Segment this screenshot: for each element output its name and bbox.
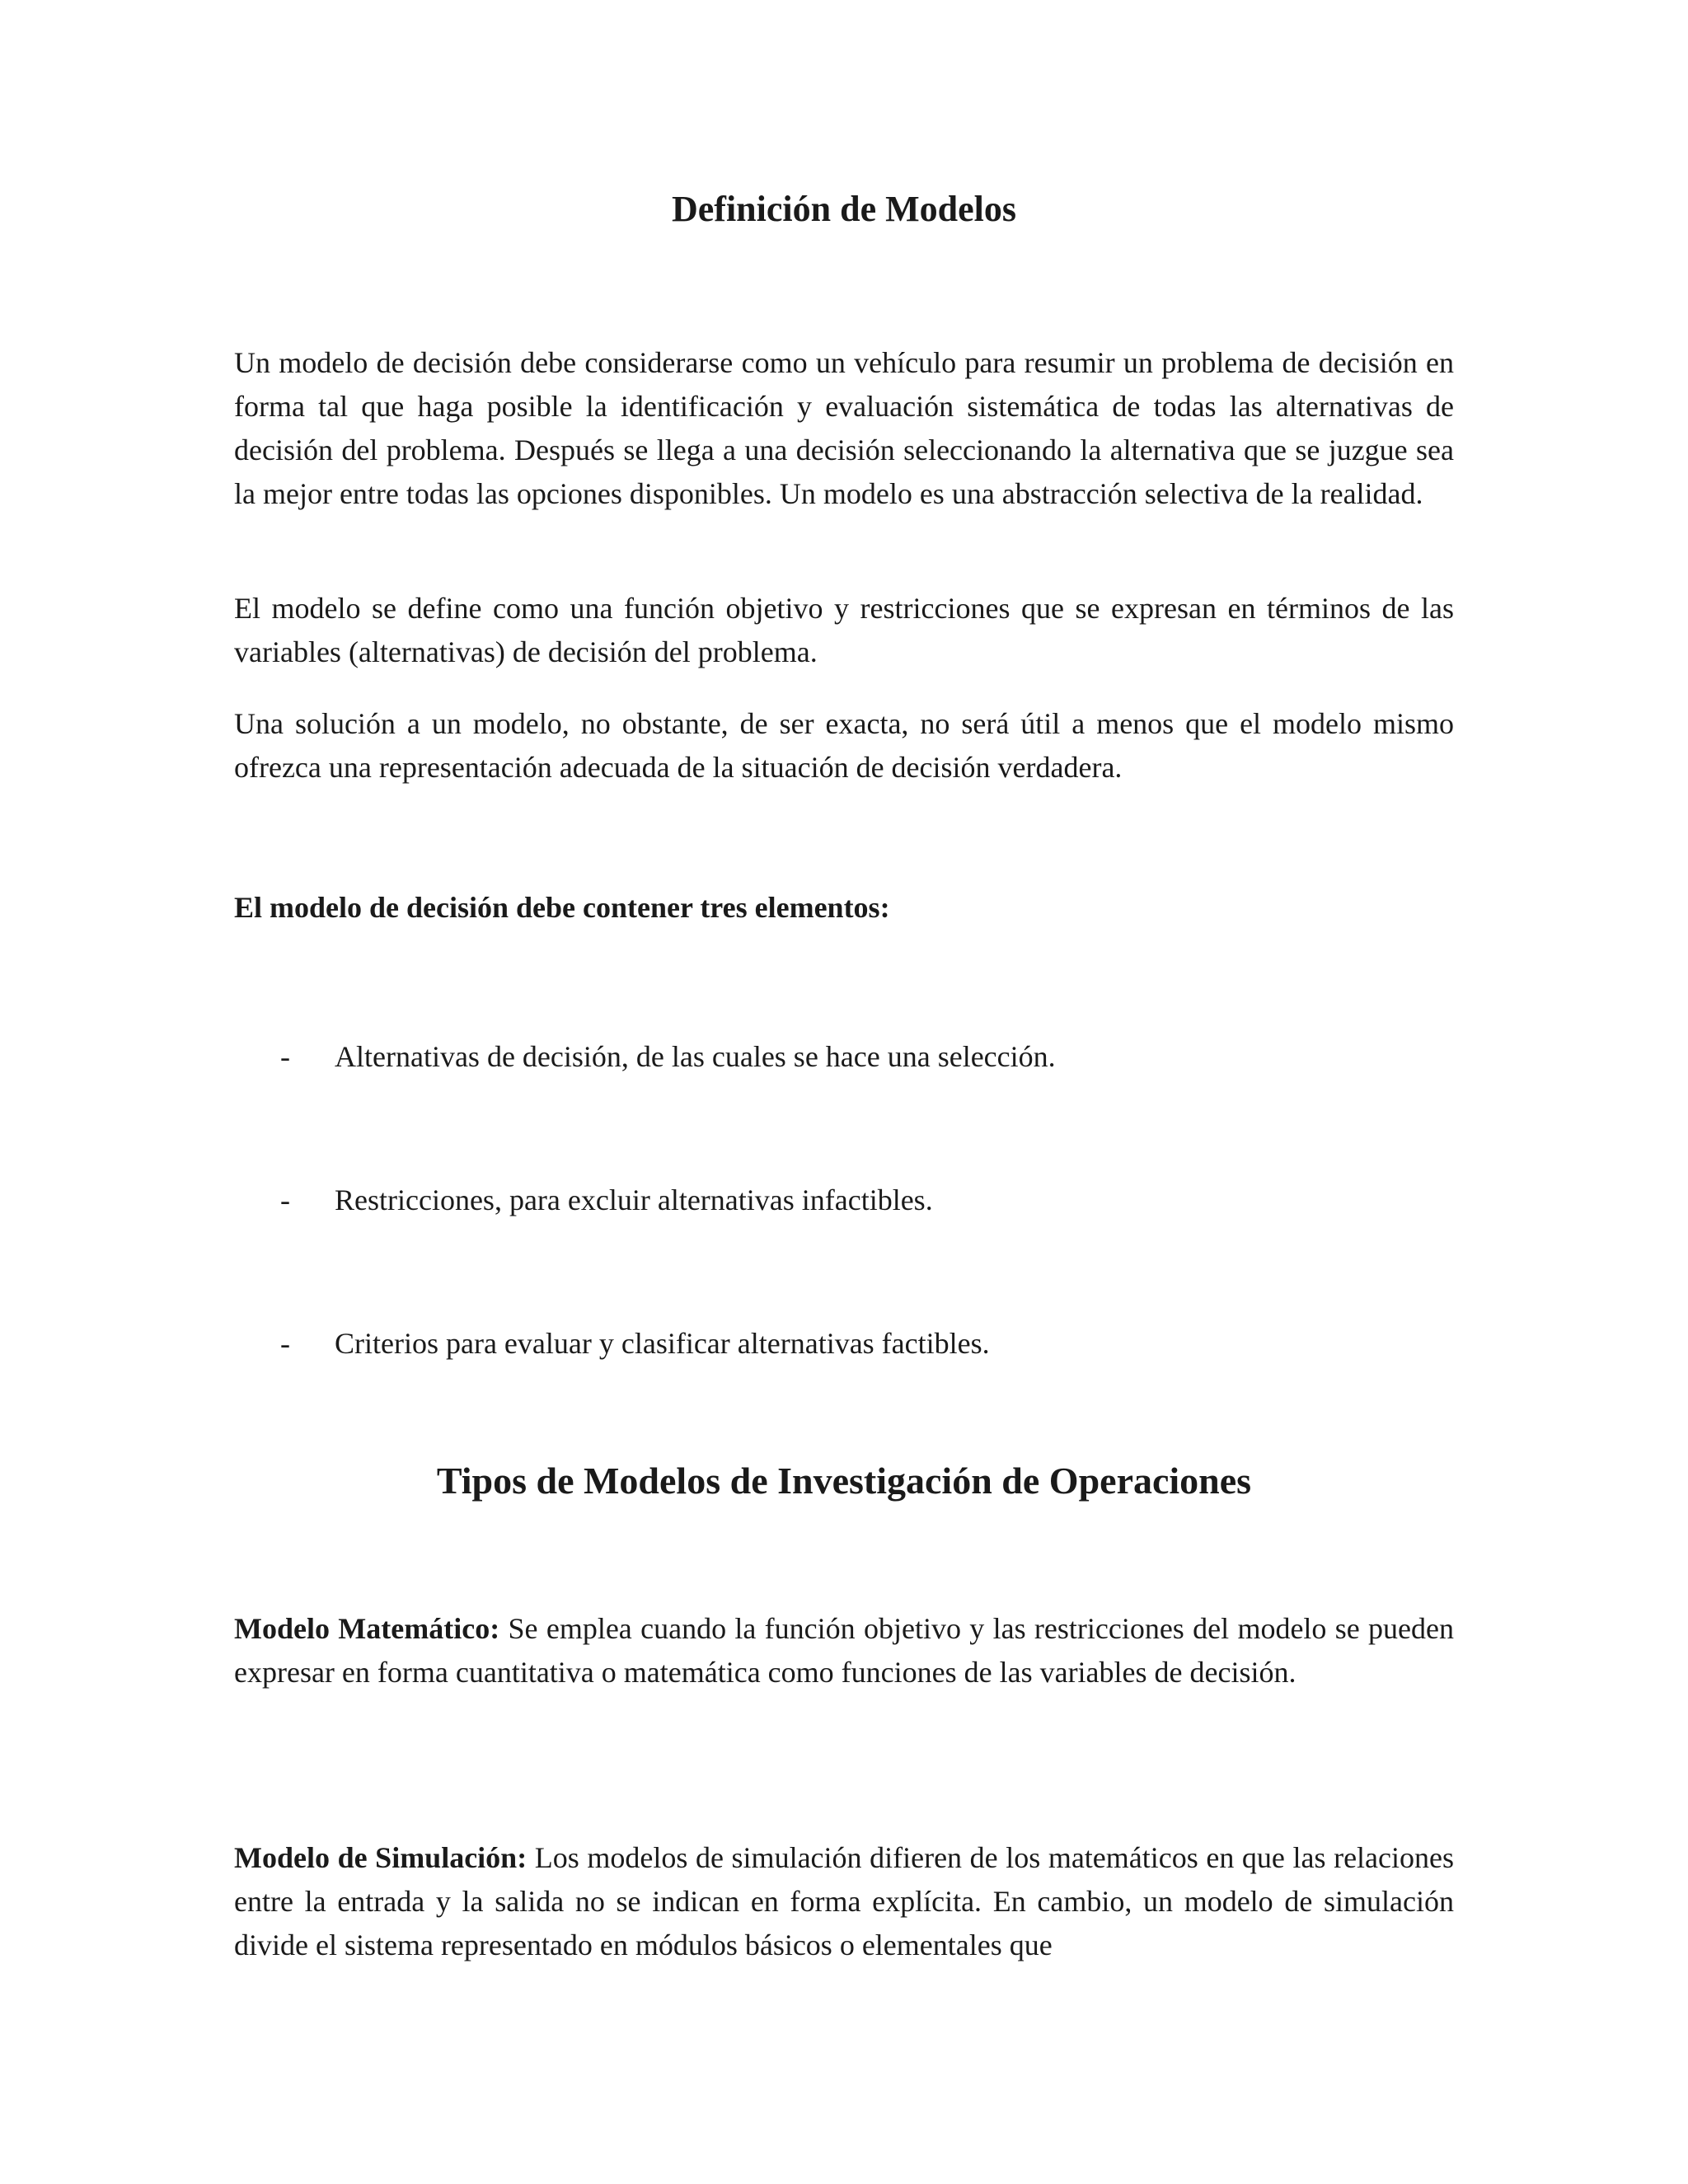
paragraph-solution: Una solución a un modelo, no obstante, de ser exacta, no será útil a menos que el modelo mismo ofrezca una representación adecuada de la situación de decisión verdadera. (234, 707, 1454, 784)
model-label: Modelo Matemático: (234, 1612, 500, 1645)
list-dash: - (280, 1040, 290, 1073)
list-item (280, 1179, 1434, 1222)
list-item (280, 1035, 1434, 1079)
list-dash: - (280, 1183, 290, 1216)
paragraph-intro: Un modelo de decisión debe considerarse como un vehículo para resumir un problema de decisión en forma tal que haga posible la identificación y evaluación sistemática de todas las alternativas de decisión del problema. Después se llega a una decisión seleccionando la alternativa que se juzgue sea la mejor entre todas las opciones disponibles. Un modelo es una abstracción selectiva de la realidad. (234, 346, 1454, 510)
paragraph-simulation-model (234, 1836, 1454, 1967)
model-label: Modelo de Simulación: (234, 1841, 528, 1874)
list-item-text: Alternativas de decisión, de las cuales se hace una selección. (335, 1040, 1056, 1073)
paragraph-definition: El modelo se define como una función objetivo y restricciones que se expresan en términos de las variables (alternativas) de decisión del problema. (234, 592, 1454, 668)
elements-heading: El modelo de decisión debe contener tres elementos: (234, 891, 890, 924)
list-dash: - (280, 1327, 290, 1360)
section-title: Tipos de Modelos de Investigación de Operaciones (436, 1460, 1252, 1502)
list-item-text: Criterios para evaluar y clasificar alternativas factibles. (335, 1327, 990, 1360)
list-item-text: Restricciones, para excluir alternativas infactibles. (335, 1183, 933, 1216)
list-item (280, 1322, 1434, 1366)
model-description: Se emplea cuando la función objetivo y las restricciones del modelo se pueden expresar en forma cuantitativa o matemática como funciones de las variables de decisión. (234, 1612, 1455, 1689)
model-description: Los modelos de simulación difieren de los matemáticos en que las relaciones entre la entrada y la salida no se indican en forma explícita. En cambio, un modelo de simulación divide el sistema representado en módulos básicos o elementales que (234, 1841, 1454, 1961)
page-title: Definición de Modelos (672, 189, 1016, 229)
paragraph-math-model (234, 1607, 1454, 1694)
